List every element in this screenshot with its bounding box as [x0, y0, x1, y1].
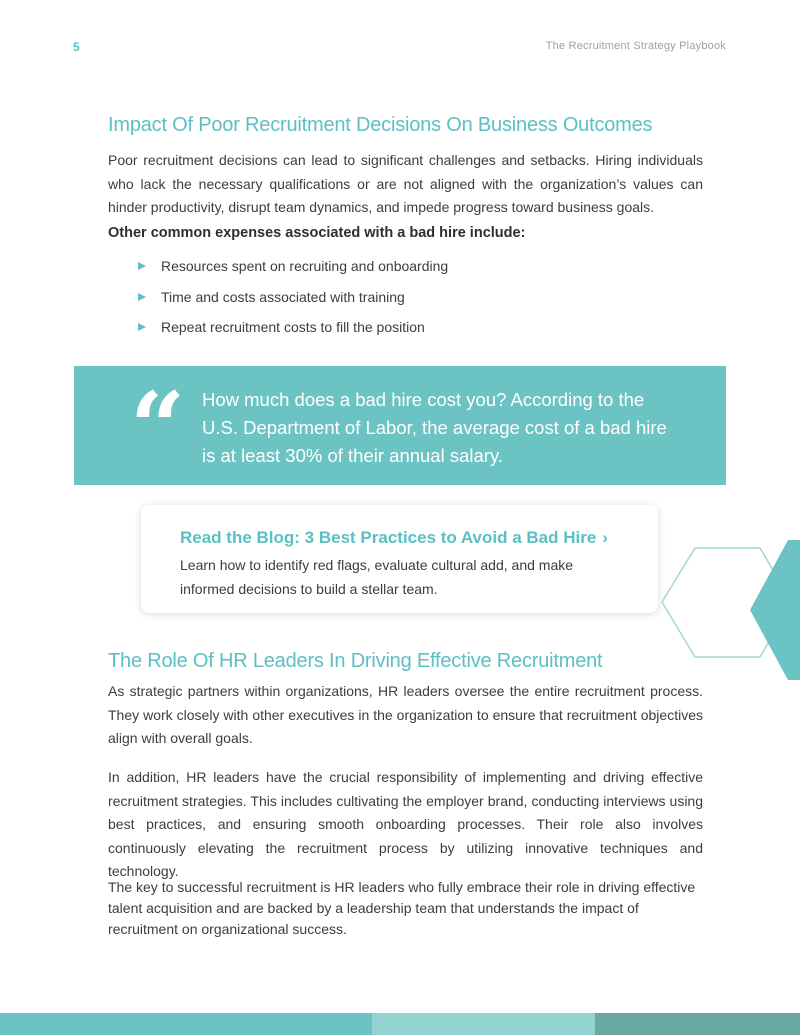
triangle-bullet-icon	[138, 262, 146, 270]
blog-link[interactable]	[180, 528, 608, 548]
blog-card[interactable]	[141, 505, 658, 613]
section-heading-hr-role: The Role Of HR Leaders In Driving Effective Recruitment	[108, 650, 603, 672]
page-number: 5	[73, 40, 80, 54]
hr-role-paragraph: The key to successful recruitment is HR leaders who fully embrace their role in driving effective talent acquisition and are backed by a leadership team that understands the impact of recruitment on organizational success.	[108, 879, 696, 937]
footer-bar-segment	[372, 1013, 595, 1035]
list-item-text: Resources spent on recruiting and onboarding	[161, 258, 449, 274]
running-header-title: The Recruitment Strategy Playbook	[545, 40, 726, 52]
list-item-text: Repeat recruitment costs to fill the position	[161, 319, 425, 335]
impact-paragraph: Poor recruitment decisions can lead to significant challenges and setbacks. Hiring individuals who lack the necessary qualifications or are not aligned with the organization’s values can hinder productivity, disrupt team dynamics, and impede progress toward business goals.	[108, 152, 703, 215]
chevron-right-icon: ›	[602, 528, 608, 547]
triangle-bullet-icon	[138, 323, 146, 331]
expenses-subheading: Other common expenses associated with a bad hire include:	[108, 225, 526, 241]
hr-role-paragraph: In addition, HR leaders have the crucial responsibility of implementing and driving effective recruitment strategies. This includes cultivating the employer brand, conducting interviews using best practices, and ensuring smooth onboarding processes. Their role also involves continuously elevating the recruitment process by utilizing innovative techniques and technology.	[108, 769, 703, 879]
blog-description: Learn how to identify red flags, evaluate cultural add, and make informed decisions to build a stellar team.	[180, 557, 574, 597]
hexagon-decoration	[660, 540, 800, 690]
quote-mark-icon: “	[130, 371, 186, 484]
triangle-bullet-icon	[138, 293, 146, 301]
expenses-list	[138, 254, 448, 346]
hexagon-filled-icon	[750, 540, 800, 680]
blog-link-text[interactable]: Read the Blog: 3 Best Practices to Avoid a Bad Hire	[180, 528, 597, 547]
quote-text: How much does a bad hire cost you? According to the U.S. Department of Labor, the average cost of a bad hire is at least 30% of their annual salary.	[202, 389, 667, 466]
list-item	[138, 315, 448, 346]
list-item-text: Time and costs associated with training	[161, 288, 405, 305]
list-item	[138, 254, 448, 285]
section-heading-impact: Impact Of Poor Recruitment Decisions On Business Outcomes	[108, 114, 653, 136]
footer-bar-segment	[0, 1013, 372, 1035]
list-item	[138, 285, 448, 316]
hr-role-paragraph: As strategic partners within organizations, HR leaders oversee the entire recruitment process. They work closely with other executives in the organization to ensure that recruitment objectives align with overall goals.	[108, 683, 703, 746]
footer-bar-segment	[595, 1013, 800, 1035]
